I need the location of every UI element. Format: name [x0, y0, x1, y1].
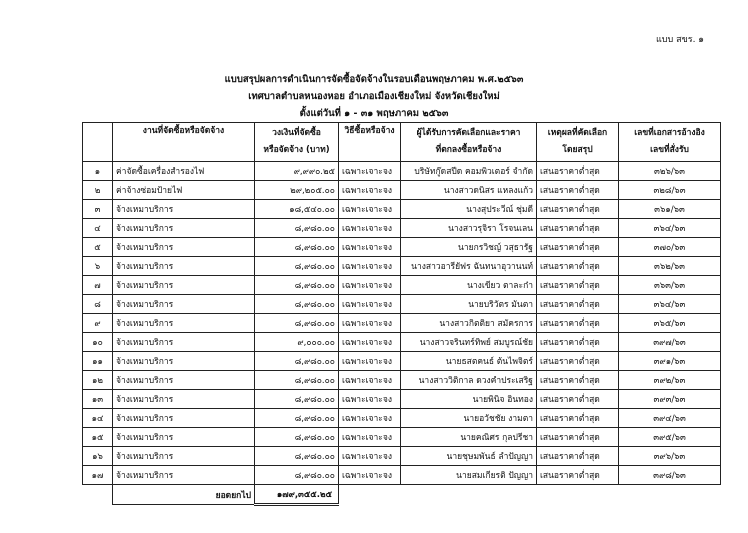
reference-cell: ๓๒๖/๖๓ — [619, 162, 721, 181]
vendor-cell: บริษัทกู๊ดสปีด คอมพิวเตอร์ จำกัด — [401, 162, 537, 181]
reason-cell: เสนอราคาต่ำสุด — [537, 447, 619, 466]
reason-cell: เสนอราคาต่ำสุด — [537, 200, 619, 219]
method-cell: เฉพาะเจาะจง — [339, 409, 401, 428]
amount-cell: ๘,๙๘๐.๐๐ — [255, 390, 339, 409]
reference-cell: ๓๙๔/๖๓ — [619, 409, 721, 428]
vendor-cell: นางสาวดนิสร แหลงแก้ว — [401, 181, 537, 200]
row-number: ๑ — [83, 162, 113, 181]
vendor-cell: นายสมเกียรติ ปัญญา — [401, 466, 537, 485]
row-number: ๑๔ — [83, 409, 113, 428]
reference-cell: ๓๙๘/๖๓ — [619, 466, 721, 485]
total-label: ยอดยกไป — [113, 485, 255, 505]
method-cell: เฉพาะเจาะจง — [339, 390, 401, 409]
table-row — [83, 200, 721, 219]
total-blank-cell — [83, 485, 113, 505]
table-row — [83, 257, 721, 276]
row-number: ๔ — [83, 219, 113, 238]
form-code: แบบ สขร. ๑ — [656, 35, 705, 45]
table-body — [83, 162, 721, 485]
row-number: ๑๕ — [83, 428, 113, 447]
table-row — [83, 447, 721, 466]
reference-cell: ๓๒๘/๖๓ — [619, 181, 721, 200]
amount-cell: ๘,๙๘๐.๐๐ — [255, 257, 339, 276]
row-number: ๖ — [83, 257, 113, 276]
table-row — [83, 181, 721, 200]
table-row — [83, 314, 721, 333]
reference-cell: ๓๙๕/๖๓ — [619, 428, 721, 447]
method-cell: เฉพาะเจาะจง — [339, 238, 401, 257]
reference-cell: ๓๖๔/๖๓ — [619, 295, 721, 314]
amount-cell: ๙,๙๙๐.๒๕ — [255, 162, 339, 181]
vendor-cell: นายกรวิชญ์ วสุธารัฐ — [401, 238, 537, 257]
row-number: ๑๓ — [83, 390, 113, 409]
procurement-summary-table — [82, 122, 721, 506]
vendor-cell: นายบริวัตร มันตา — [401, 295, 537, 314]
table-row — [83, 295, 721, 314]
item-cell: จ้างเหมาบริการ — [113, 428, 255, 447]
table-row — [83, 238, 721, 257]
method-cell: เฉพาะเจาะจง — [339, 257, 401, 276]
reference-cell: ๓๙๖/๖๓ — [619, 447, 721, 466]
vendor-cell: นายชุษมพันธ์ ลำปัญญา — [401, 447, 537, 466]
reason-cell: เสนอราคาต่ำสุด — [537, 333, 619, 352]
item-cell: จ้างเหมาบริการ — [113, 200, 255, 219]
amount-cell: ๘,๙๘๐.๐๐ — [255, 352, 339, 371]
table-row — [83, 466, 721, 485]
item-cell: จ้างเหมาบริการ — [113, 257, 255, 276]
reason-cell: เสนอราคาต่ำสุด — [537, 371, 619, 390]
method-cell: เฉพาะเจาะจง — [339, 466, 401, 485]
vendor-cell: นางเขียว ตาละก๋า — [401, 276, 537, 295]
item-cell: จ้างเหมาบริการ — [113, 333, 255, 352]
item-cell: จ้างเหมาบริการ — [113, 371, 255, 390]
item-cell: จ้างเหมาบริการ — [113, 314, 255, 333]
vendor-cell: นายอวัชชัย งามตา — [401, 409, 537, 428]
item-cell: จ้างเหมาบริการ — [113, 409, 255, 428]
item-cell: จ้างเหมาบริการ — [113, 276, 255, 295]
amount-cell: ๘,๙๘๐.๐๐ — [255, 314, 339, 333]
report-title: แบบสรุปผลการดำเนินการจัดซื้อจัดจ้างในรอบเดือนพฤษภาคม พ.ศ.๒๕๖๓ — [224, 74, 524, 85]
method-cell: เฉพาะเจาะจง — [339, 428, 401, 447]
reference-cell: ๓๙๒/๖๓ — [619, 371, 721, 390]
reason-cell: เสนอราคาต่ำสุด — [537, 409, 619, 428]
item-cell: จ้างเหมาบริการ — [113, 352, 255, 371]
reason-cell: เสนอราคาต่ำสุด — [537, 276, 619, 295]
total-blank-fill — [339, 485, 721, 505]
vendor-cell: นายพินิจ อินทอง — [401, 390, 537, 409]
column-header-number — [83, 123, 113, 162]
method-cell: เฉพาะเจาะจง — [339, 371, 401, 390]
reference-cell: ๓๗๐/๖๓ — [619, 238, 721, 257]
table-row — [83, 352, 721, 371]
row-number: ๕ — [83, 238, 113, 257]
vendor-cell: นางสาวจรินทร์ทิพย์ สมบูรณ์ชัย — [401, 333, 537, 352]
item-cell: จ้างเหมาบริการ — [113, 390, 255, 409]
reference-cell: ๓๖๕/๖๓ — [619, 314, 721, 333]
reference-cell: ๓๙๓/๖๓ — [619, 390, 721, 409]
total-amount: ๑๗๙,๓๕๕.๒๕ — [255, 485, 339, 505]
reason-cell: เสนอราคาต่ำสุด — [537, 219, 619, 238]
method-cell: เฉพาะเจาะจง — [339, 200, 401, 219]
reference-cell: ๓๙๑/๖๓ — [619, 352, 721, 371]
item-cell: ค่าจัดซื้อเครื่องสำรองไฟ — [113, 162, 255, 181]
method-cell: เฉพาะเจาะจง — [339, 295, 401, 314]
column-header-reference: เลขที่เอกสารอ้างอิง เลขที่สั่งรับ — [619, 123, 721, 162]
reason-cell: เสนอราคาต่ำสุด — [537, 314, 619, 333]
table-row — [83, 409, 721, 428]
vendor-cell: นายธสตคนธ์ ต้นไพจิตร์ — [401, 352, 537, 371]
amount-cell: ๘,๙๘๐.๐๐ — [255, 428, 339, 447]
amount-cell: ๘,๙๘๐.๐๐ — [255, 466, 339, 485]
column-header-reason: เหตุผลที่คัดเลือก โดยสรุป — [537, 123, 619, 162]
table-row — [83, 390, 721, 409]
table-row — [83, 428, 721, 447]
column-header-method: วิธีซื้อหรือจ้าง — [339, 123, 401, 162]
reference-cell: ๓๖๓/๖๓ — [619, 276, 721, 295]
vendor-cell: นางสุประวีณ์ ชุ่มดี — [401, 200, 537, 219]
row-number: ๑๑ — [83, 352, 113, 371]
column-header-budget: วงเงินที่จัดซื้อ หรือจัดจ้าง (บาท) — [255, 123, 339, 162]
row-number: ๑๗ — [83, 466, 113, 485]
date-range-line: ตั้งแต่วันที่ ๑ - ๓๑ พฤษภาคม ๒๕๖๓ — [299, 108, 449, 119]
column-header-vendor: ผู้ได้รับการคัดเลือกและราคา ที่ตกลงซื้อหรือจ้าง — [401, 123, 537, 162]
vendor-cell: นางสาววิติกาล ดวงคำประเสริฐ — [401, 371, 537, 390]
vendor-cell: นางสาวรุจิรา โรจนเลน — [401, 219, 537, 238]
amount-cell: ๑๘,๕๔๐.๐๐ — [255, 200, 339, 219]
vendor-cell: นางสาวอารียัฟร ฉันทนาอุวานนท์ — [401, 257, 537, 276]
amount-cell: ๘,๙๘๐.๐๐ — [255, 276, 339, 295]
method-cell: เฉพาะเจาะจง — [339, 219, 401, 238]
reason-cell: เสนอราคาต่ำสุด — [537, 466, 619, 485]
method-cell: เฉพาะเจาะจง — [339, 276, 401, 295]
table-row — [83, 371, 721, 390]
reference-cell: ๓๙๗/๖๓ — [619, 333, 721, 352]
row-number: ๓ — [83, 200, 113, 219]
row-number: ๑๒ — [83, 371, 113, 390]
table-header-row — [83, 123, 721, 162]
vendor-cell: นายคณิศร กุลปรีชา — [401, 428, 537, 447]
reason-cell: เสนอราคาต่ำสุด — [537, 257, 619, 276]
amount-cell: ๘,๙๘๐.๐๐ — [255, 409, 339, 428]
amount-cell: ๒๙,๒๐๕.๐๐ — [255, 181, 339, 200]
method-cell: เฉพาะเจาะจง — [339, 314, 401, 333]
reason-cell: เสนอราคาต่ำสุด — [537, 295, 619, 314]
amount-cell: ๘,๙๘๐.๐๐ — [255, 447, 339, 466]
table-row — [83, 276, 721, 295]
amount-cell: ๙,๐๐๐.๐๐ — [255, 333, 339, 352]
amount-cell: ๘,๙๘๐.๐๐ — [255, 238, 339, 257]
item-cell: จ้างเหมาบริการ — [113, 219, 255, 238]
method-cell: เฉพาะเจาะจง — [339, 162, 401, 181]
reason-cell: เสนอราคาต่ำสุด — [537, 390, 619, 409]
reason-cell: เสนอราคาต่ำสุด — [537, 181, 619, 200]
total-row — [83, 485, 721, 505]
method-cell: เฉพาะเจาะจง — [339, 447, 401, 466]
item-cell: จ้างเหมาบริการ — [113, 295, 255, 314]
amount-cell: ๘,๙๘๐.๐๐ — [255, 371, 339, 390]
reason-cell: เสนอราคาต่ำสุด — [537, 238, 619, 257]
amount-cell: ๘,๙๘๐.๐๐ — [255, 219, 339, 238]
item-cell: จ้างเหมาบริการ — [113, 466, 255, 485]
reference-cell: ๓๖๒/๖๓ — [619, 257, 721, 276]
item-cell: ค่าจ้างซ่อมป้ายไฟ — [113, 181, 255, 200]
reference-cell: ๓๖๑/๖๓ — [619, 200, 721, 219]
table-row — [83, 333, 721, 352]
row-number: ๑๐ — [83, 333, 113, 352]
column-header-item: งานที่จัดซื้อหรือจัดจ้าง — [113, 123, 255, 162]
reason-cell: เสนอราคาต่ำสุด — [537, 162, 619, 181]
reason-cell: เสนอราคาต่ำสุด — [537, 352, 619, 371]
row-number: ๑๖ — [83, 447, 113, 466]
item-cell: จ้างเหมาบริการ — [113, 238, 255, 257]
reason-cell: เสนอราคาต่ำสุด — [537, 428, 619, 447]
method-cell: เฉพาะเจาะจง — [339, 352, 401, 371]
amount-cell: ๘,๙๘๐.๐๐ — [255, 295, 339, 314]
item-cell: จ้างเหมาบริการ — [113, 447, 255, 466]
method-cell: เฉพาะเจาะจง — [339, 181, 401, 200]
method-cell: เฉพาะเจาะจง — [339, 333, 401, 352]
organization-line: เทศบาลตำบลหนองหอย อำเภอเมืองเชียงใหม่ จังหวัดเชียงใหม่ — [248, 91, 500, 102]
vendor-cell: นางสาวกิตติยา สมัครการ — [401, 314, 537, 333]
row-number: ๒ — [83, 181, 113, 200]
reference-cell: ๓๖๔/๖๓ — [619, 219, 721, 238]
row-number: ๙ — [83, 314, 113, 333]
row-number: ๗ — [83, 276, 113, 295]
table-row — [83, 162, 721, 181]
row-number: ๘ — [83, 295, 113, 314]
table-row — [83, 219, 721, 238]
